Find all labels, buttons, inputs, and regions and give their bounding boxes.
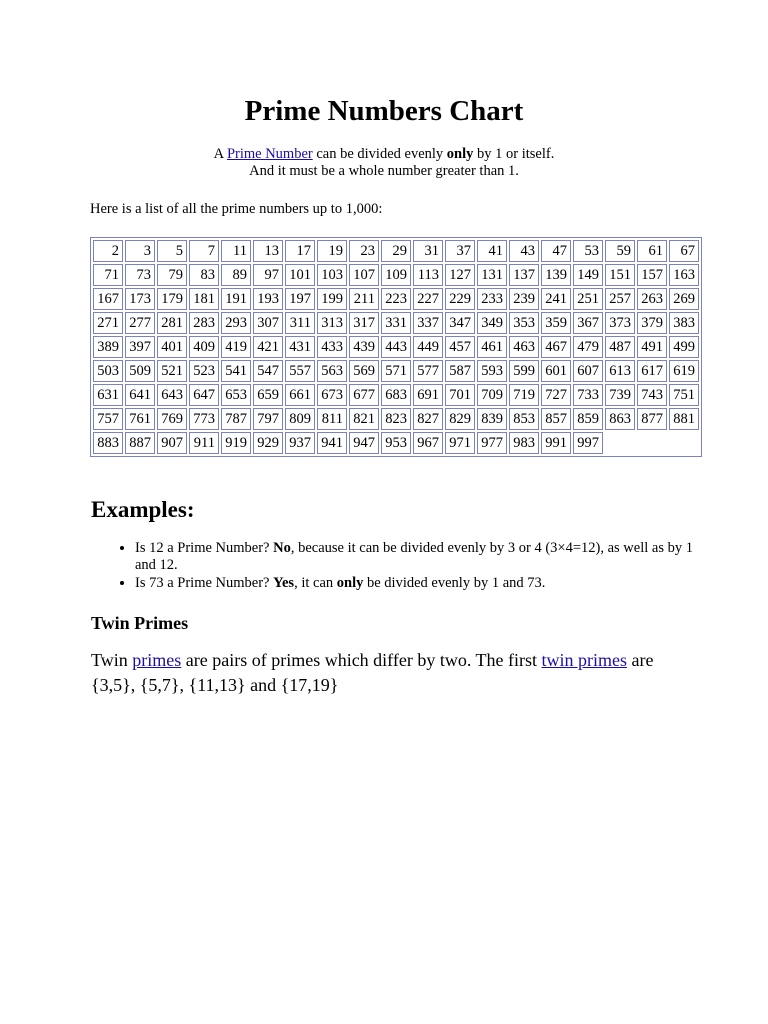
prime-cell: 67 bbox=[669, 240, 699, 262]
prime-cell: 293 bbox=[221, 312, 251, 334]
prime-cell: 13 bbox=[253, 240, 283, 262]
prime-cell: 757 bbox=[93, 408, 123, 430]
list-intro: Here is a list of all the prime numbers up to 1,000: bbox=[90, 201, 383, 217]
example-question: Is 12 a Prime Number? bbox=[135, 540, 274, 556]
prime-cell: 107 bbox=[349, 264, 379, 286]
prime-cell: 199 bbox=[317, 288, 347, 310]
twin-primes-heading: Twin Primes bbox=[91, 613, 189, 633]
prime-cell: 419 bbox=[221, 336, 251, 358]
prime-cell: 379 bbox=[637, 312, 667, 334]
prime-cell: 691 bbox=[413, 384, 443, 406]
prime-cell: 139 bbox=[541, 264, 571, 286]
example-question: Is 73 a Prime Number? bbox=[135, 575, 274, 591]
prime-cell: 307 bbox=[253, 312, 283, 334]
prime-cell: 773 bbox=[189, 408, 219, 430]
prime-cell: 11 bbox=[221, 240, 251, 262]
prime-cell: 191 bbox=[221, 288, 251, 310]
prime-cell: 827 bbox=[413, 408, 443, 430]
prime-cell: 977 bbox=[477, 432, 507, 454]
prime-cell: 373 bbox=[605, 312, 635, 334]
prime-cell: 929 bbox=[253, 432, 283, 454]
prime-cell: 397 bbox=[125, 336, 155, 358]
example-answer: Yes bbox=[273, 575, 295, 591]
table-row bbox=[93, 240, 699, 262]
prime-cell: 887 bbox=[125, 432, 155, 454]
prime-cell: 433 bbox=[317, 336, 347, 358]
prime-cell: 839 bbox=[477, 408, 507, 430]
prime-cell: 59 bbox=[605, 240, 635, 262]
prime-cell: 491 bbox=[637, 336, 667, 358]
table-row bbox=[93, 360, 699, 382]
prime-cell: 797 bbox=[253, 408, 283, 430]
intro-text bbox=[0, 146, 768, 180]
prime-cell: 599 bbox=[509, 360, 539, 382]
prime-cell: 593 bbox=[477, 360, 507, 382]
prime-cell: 479 bbox=[573, 336, 603, 358]
prime-cell: 41 bbox=[477, 240, 507, 262]
prime-cell: 3 bbox=[125, 240, 155, 262]
prime-cell: 389 bbox=[93, 336, 123, 358]
prime-cell: 941 bbox=[317, 432, 347, 454]
prime-cell: 101 bbox=[285, 264, 315, 286]
example-item bbox=[135, 540, 715, 574]
prime-cell: 547 bbox=[253, 360, 283, 382]
examples-list bbox=[107, 540, 715, 593]
prime-cell: 467 bbox=[541, 336, 571, 358]
prime-cell: 821 bbox=[349, 408, 379, 430]
prime-cell: 613 bbox=[605, 360, 635, 382]
example-mid: , it can bbox=[294, 575, 337, 591]
prime-cell: 163 bbox=[669, 264, 699, 286]
prime-cell: 823 bbox=[381, 408, 411, 430]
prime-cell: 727 bbox=[541, 384, 571, 406]
prime-cell: 631 bbox=[93, 384, 123, 406]
primes-link[interactable]: primes bbox=[132, 650, 182, 670]
twin-prefix: Twin bbox=[91, 650, 133, 670]
twin-primes-paragraph bbox=[91, 648, 671, 698]
twin-primes-link[interactable]: twin primes bbox=[541, 650, 627, 670]
intro-mid: can be divided evenly bbox=[312, 146, 447, 162]
prime-cell: 487 bbox=[605, 336, 635, 358]
prime-cell: 569 bbox=[349, 360, 379, 382]
prime-cell: 919 bbox=[221, 432, 251, 454]
prime-cell: 127 bbox=[445, 264, 475, 286]
prime-cell: 149 bbox=[573, 264, 603, 286]
prime-cell: 937 bbox=[285, 432, 315, 454]
prime-cell: 761 bbox=[125, 408, 155, 430]
prime-cell: 673 bbox=[317, 384, 347, 406]
prime-cell: 43 bbox=[509, 240, 539, 262]
prime-cell: 509 bbox=[125, 360, 155, 382]
prime-cell: 953 bbox=[381, 432, 411, 454]
prime-cell: 181 bbox=[189, 288, 219, 310]
prime-cell: 317 bbox=[349, 312, 379, 334]
prime-cell: 359 bbox=[541, 312, 571, 334]
prime-cell: 431 bbox=[285, 336, 315, 358]
prime-cell: 109 bbox=[381, 264, 411, 286]
table-row bbox=[93, 408, 699, 430]
intro-line-1 bbox=[0, 146, 768, 163]
prime-cell: 647 bbox=[189, 384, 219, 406]
prime-cell: 911 bbox=[189, 432, 219, 454]
prime-cell: 457 bbox=[445, 336, 475, 358]
prime-cell: 443 bbox=[381, 336, 411, 358]
prime-cell: 617 bbox=[637, 360, 667, 382]
prime-cell: 337 bbox=[413, 312, 443, 334]
example-explanation: , because it can be divided evenly by 3 or 4 (3×4=12), as well as by 1 and 12. bbox=[135, 540, 693, 573]
prime-cell: 17 bbox=[285, 240, 315, 262]
prime-cell: 157 bbox=[637, 264, 667, 286]
empty-cell bbox=[605, 432, 699, 454]
table-row bbox=[93, 384, 699, 406]
prime-cell: 607 bbox=[573, 360, 603, 382]
prime-cell: 743 bbox=[637, 384, 667, 406]
prime-cell: 463 bbox=[509, 336, 539, 358]
prime-cell: 79 bbox=[157, 264, 187, 286]
prime-cell: 131 bbox=[477, 264, 507, 286]
prime-cell: 223 bbox=[381, 288, 411, 310]
intro-line-2: And it must be a whole number greater than 1. bbox=[249, 163, 519, 179]
prime-cell: 883 bbox=[93, 432, 123, 454]
prime-cell: 653 bbox=[221, 384, 251, 406]
example-bold: only bbox=[336, 575, 364, 591]
prime-cell: 643 bbox=[157, 384, 187, 406]
prime-cell: 179 bbox=[157, 288, 187, 310]
prime-cell: 739 bbox=[605, 384, 635, 406]
example-item bbox=[135, 575, 715, 592]
prime-cell: 23 bbox=[349, 240, 379, 262]
prime-cell: 349 bbox=[477, 312, 507, 334]
prime-cell: 991 bbox=[541, 432, 571, 454]
example-explanation: be divided evenly by 1 and 73. bbox=[363, 575, 546, 591]
prime-cell: 263 bbox=[637, 288, 667, 310]
prime-cell: 787 bbox=[221, 408, 251, 430]
table-row bbox=[93, 312, 699, 334]
prime-cell: 439 bbox=[349, 336, 379, 358]
twin-mid: are pairs of primes which differ by two. The first bbox=[181, 650, 542, 670]
prime-cell: 97 bbox=[253, 264, 283, 286]
prime-cell: 193 bbox=[253, 288, 283, 310]
prime-cell: 881 bbox=[669, 408, 699, 430]
prime-cell: 277 bbox=[125, 312, 155, 334]
prime-cell: 401 bbox=[157, 336, 187, 358]
prime-cell: 239 bbox=[509, 288, 539, 310]
prime-cell: 283 bbox=[189, 312, 219, 334]
prime-cell: 5 bbox=[157, 240, 187, 262]
page-title: Prime Numbers Chart bbox=[244, 95, 524, 127]
prime-cell: 137 bbox=[509, 264, 539, 286]
prime-cell: 503 bbox=[93, 360, 123, 382]
prime-cell: 251 bbox=[573, 288, 603, 310]
prime-cell: 587 bbox=[445, 360, 475, 382]
prime-cell: 461 bbox=[477, 336, 507, 358]
prime-cell: 347 bbox=[445, 312, 475, 334]
prime-cell: 353 bbox=[509, 312, 539, 334]
prime-cell: 31 bbox=[413, 240, 443, 262]
prime-cell: 677 bbox=[349, 384, 379, 406]
prime-cell: 563 bbox=[317, 360, 347, 382]
prime-cell: 29 bbox=[381, 240, 411, 262]
example-answer: No bbox=[273, 540, 291, 556]
prime-cell: 997 bbox=[573, 432, 603, 454]
prime-cell: 859 bbox=[573, 408, 603, 430]
prime-cell: 829 bbox=[445, 408, 475, 430]
prime-cell: 521 bbox=[157, 360, 187, 382]
prime-cell: 983 bbox=[509, 432, 539, 454]
primes-table-body bbox=[93, 240, 699, 454]
prime-cell: 659 bbox=[253, 384, 283, 406]
prime-cell: 167 bbox=[93, 288, 123, 310]
prime-cell: 421 bbox=[253, 336, 283, 358]
prime-cell: 967 bbox=[413, 432, 443, 454]
prime-cell: 769 bbox=[157, 408, 187, 430]
prime-cell: 577 bbox=[413, 360, 443, 382]
prime-cell: 311 bbox=[285, 312, 315, 334]
prime-cell: 857 bbox=[541, 408, 571, 430]
prime-cell: 367 bbox=[573, 312, 603, 334]
prime-cell: 71 bbox=[93, 264, 123, 286]
prime-cell: 947 bbox=[349, 432, 379, 454]
prime-cell: 37 bbox=[445, 240, 475, 262]
prime-cell: 557 bbox=[285, 360, 315, 382]
intro-prefix: A bbox=[213, 146, 227, 162]
prime-cell: 269 bbox=[669, 288, 699, 310]
prime-cell: 73 bbox=[125, 264, 155, 286]
table-row bbox=[93, 264, 699, 286]
prime-cell: 151 bbox=[605, 264, 635, 286]
prime-cell: 733 bbox=[573, 384, 603, 406]
prime-cell: 751 bbox=[669, 384, 699, 406]
prime-cell: 719 bbox=[509, 384, 539, 406]
table-row bbox=[93, 288, 699, 310]
examples-heading: Examples: bbox=[91, 497, 195, 522]
twin-suffix: are {3,5}, {5,7}, {11,13} and {17,19} bbox=[91, 650, 654, 695]
prime-cell: 877 bbox=[637, 408, 667, 430]
prime-cell: 449 bbox=[413, 336, 443, 358]
intro-suffix: by 1 or itself. bbox=[473, 146, 555, 162]
prime-cell: 863 bbox=[605, 408, 635, 430]
prime-cell: 619 bbox=[669, 360, 699, 382]
prime-cell: 683 bbox=[381, 384, 411, 406]
prime-cell: 19 bbox=[317, 240, 347, 262]
prime-cell: 709 bbox=[477, 384, 507, 406]
prime-cell: 383 bbox=[669, 312, 699, 334]
prime-cell: 853 bbox=[509, 408, 539, 430]
prime-cell: 61 bbox=[637, 240, 667, 262]
prime-cell: 811 bbox=[317, 408, 347, 430]
prime-cell: 601 bbox=[541, 360, 571, 382]
prime-cell: 113 bbox=[413, 264, 443, 286]
prime-cell: 499 bbox=[669, 336, 699, 358]
prime-cell: 281 bbox=[157, 312, 187, 334]
prime-cell: 331 bbox=[381, 312, 411, 334]
prime-cell: 257 bbox=[605, 288, 635, 310]
prime-cell: 701 bbox=[445, 384, 475, 406]
prime-cell: 523 bbox=[189, 360, 219, 382]
prime-cell: 2 bbox=[93, 240, 123, 262]
prime-cell: 47 bbox=[541, 240, 571, 262]
prime-number-link[interactable]: Prime Number bbox=[226, 146, 313, 162]
prime-cell: 83 bbox=[189, 264, 219, 286]
prime-cell: 229 bbox=[445, 288, 475, 310]
prime-cell: 661 bbox=[285, 384, 315, 406]
prime-cell: 271 bbox=[93, 312, 123, 334]
prime-cell: 907 bbox=[157, 432, 187, 454]
prime-cell: 641 bbox=[125, 384, 155, 406]
prime-cell: 541 bbox=[221, 360, 251, 382]
prime-cell: 571 bbox=[381, 360, 411, 382]
table-row bbox=[93, 336, 699, 358]
prime-cell: 313 bbox=[317, 312, 347, 334]
prime-cell: 409 bbox=[189, 336, 219, 358]
prime-cell: 53 bbox=[573, 240, 603, 262]
prime-cell: 227 bbox=[413, 288, 443, 310]
prime-cell: 89 bbox=[221, 264, 251, 286]
prime-cell: 241 bbox=[541, 288, 571, 310]
table-row bbox=[93, 432, 699, 454]
prime-cell: 103 bbox=[317, 264, 347, 286]
primes-table bbox=[90, 237, 702, 457]
prime-cell: 971 bbox=[445, 432, 475, 454]
prime-cell: 7 bbox=[189, 240, 219, 262]
prime-cell: 809 bbox=[285, 408, 315, 430]
intro-bold: only bbox=[446, 146, 474, 162]
prime-cell: 233 bbox=[477, 288, 507, 310]
prime-cell: 173 bbox=[125, 288, 155, 310]
prime-cell: 197 bbox=[285, 288, 315, 310]
prime-cell: 211 bbox=[349, 288, 379, 310]
